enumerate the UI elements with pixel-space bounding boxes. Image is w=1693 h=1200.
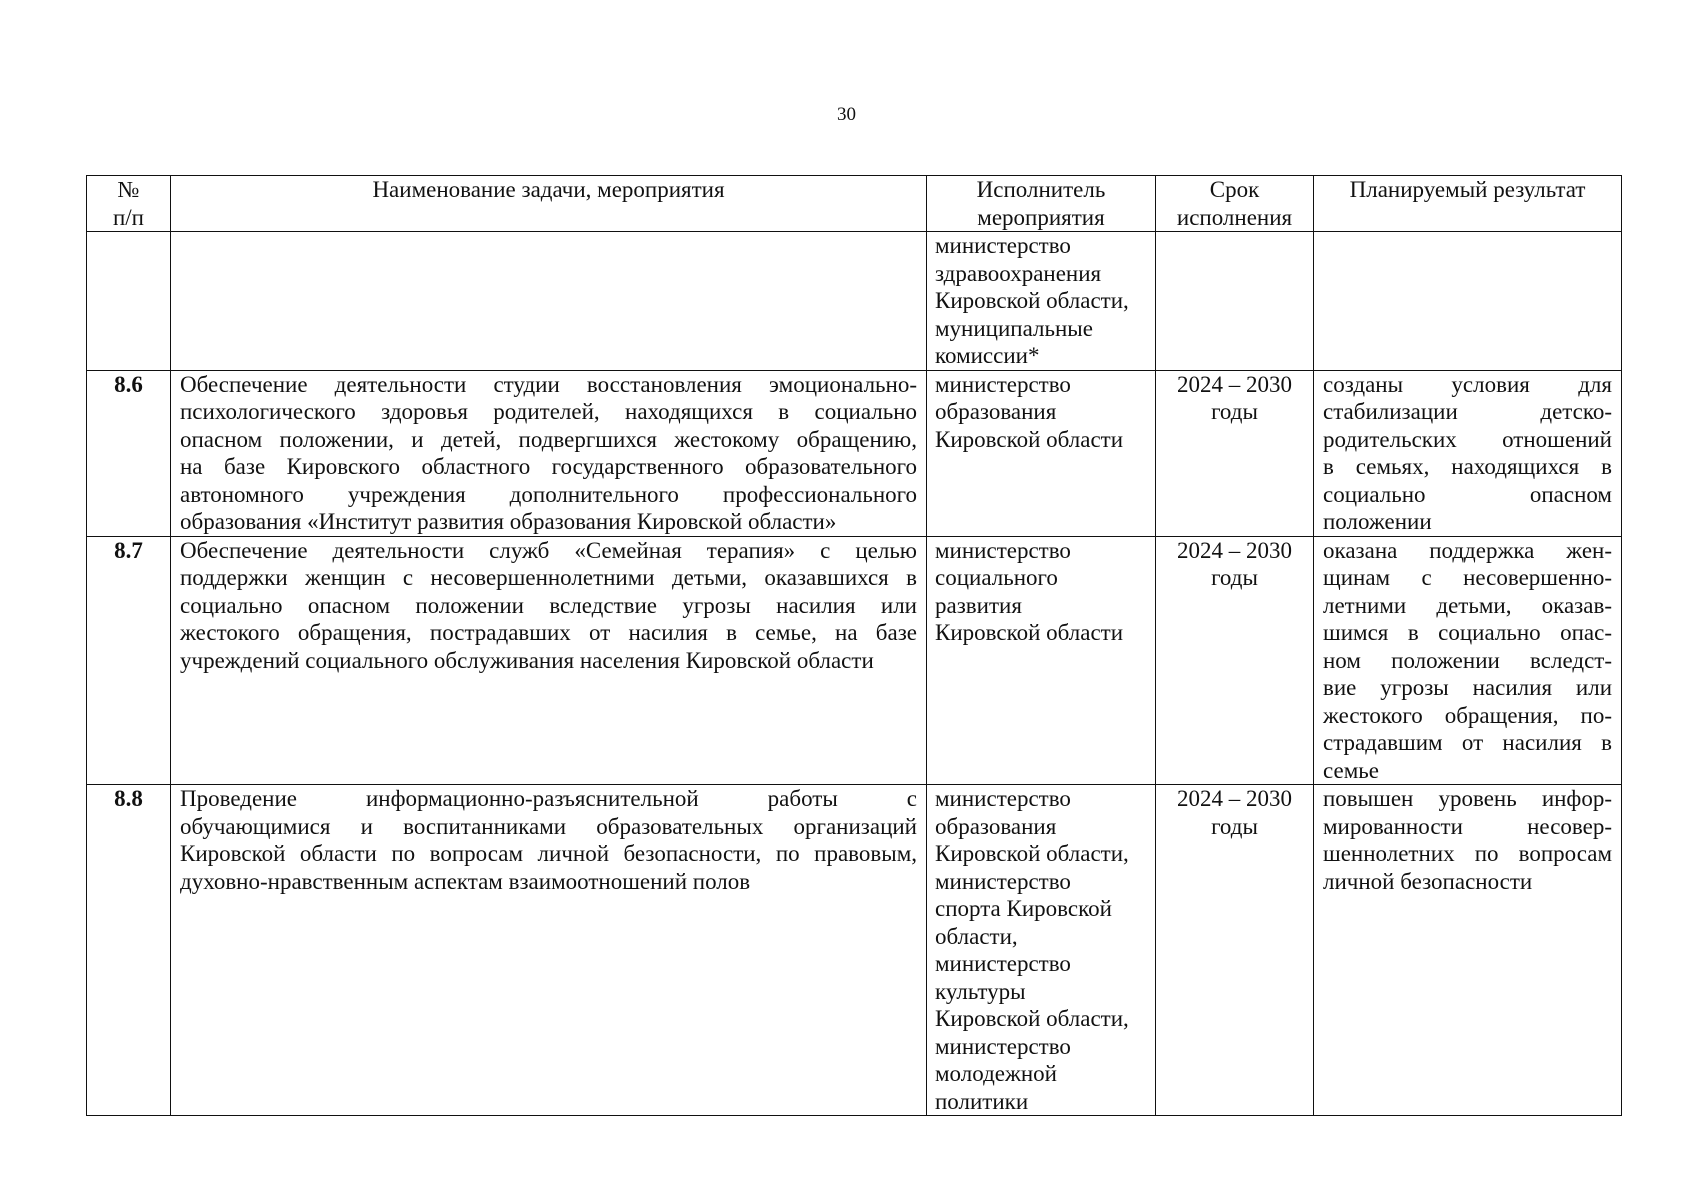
cell-task-name [171,785,927,1116]
result-line: созданы условия для [1323,371,1612,397]
executor-line: министерство [935,233,1071,258]
result-line: летними детьми, оказав- [1323,592,1612,618]
header-executor-line: мероприятия [977,204,1105,230]
cell-executor [927,536,1156,785]
cell-task-name [171,536,927,785]
table-row [87,785,1622,1116]
header-term-line: Срок [1209,177,1260,202]
cell-number [87,785,171,1116]
header-result-text: Планируемый результат [1349,177,1586,202]
result-line: щинам с несовершенно- [1323,565,1612,590]
executor-line: образования [935,813,1057,839]
header-name [171,176,927,232]
result-line: стабилизации детско- [1323,399,1612,424]
header-term [1156,176,1314,232]
result-line: личной безопасности [1323,868,1533,894]
task-name-line: Кировской области по вопросам личной безопасности, по правовым, [180,841,917,866]
header-executor [927,176,1156,232]
term-line: 2024 – 2030 [1177,537,1292,563]
cell-result [1314,785,1622,1116]
task-name-line: жестокого обращения, пострадавших от насилия в семье, на базе [180,620,917,645]
table-header-row [87,176,1622,232]
task-name-line: поддержки женщин с несовершеннолетними детьми, оказавшихся в [180,565,917,590]
result-line: семье [1323,757,1379,783]
executor-line: министерство [935,537,1071,563]
cell-executor [927,785,1156,1116]
task-name-line: социально опасном положении вследствие угрозы насилия или [180,592,917,618]
executor-line: развития [935,592,1022,618]
executor-line: области, [935,923,1018,949]
cell-result [1314,232,1622,371]
result-line: шимся в социально опас- [1323,620,1612,645]
task-name-line: на базе Кировского областного государственного образовательного [180,454,917,479]
executor-line: Кировской области [935,620,1124,645]
header-num-line: п/п [112,204,144,230]
result-line: страдавшим от насилия в [1323,730,1612,755]
task-name-line: Обеспечение деятельности служб «Семейная терапия» с целью [180,537,917,563]
cell-executor [927,370,1156,536]
header-name-text: Наименование задачи, мероприятия [372,177,725,202]
cell-result [1314,370,1622,536]
executor-line: муниципальные [935,315,1093,341]
header-num [87,176,171,232]
task-name-line: Обеспечение деятельности студии восстановления эмоционально- [180,371,917,397]
result-line: жестокого обращения, по- [1323,702,1612,728]
header-num-line: № [117,177,140,202]
term-line: годы [1211,565,1258,590]
cell-term [1156,536,1314,785]
executor-line: социального [935,565,1058,590]
task-name-line: автономного учреждения дополнительного профессионального [180,481,917,507]
executor-line: культуры [935,978,1026,1004]
executor-line: министерство [935,1033,1071,1059]
term-line: 2024 – 2030 [1177,786,1292,811]
executor-line: министерство [935,868,1071,894]
cell-term [1156,370,1314,536]
cell-task-name [171,232,927,371]
header-result [1314,176,1622,232]
table-row [87,232,1622,371]
cell-task-name [171,370,927,536]
executor-line: министерство [935,951,1071,976]
cell-number [87,370,171,536]
task-name-line: учреждений социального обслуживания населения Кировской области [180,647,874,673]
executor-line: Кировской области [935,426,1124,452]
task-name-line: Проведение информационно-разъяснительной работы с [180,786,917,811]
header-executor-line: Исполнитель [976,177,1106,202]
task-name-line: обучающимися и воспитанниками образовательных организаций [180,813,917,839]
task-name-line: опасном положении, и детей, подвергшихся жестокому обращению, [180,426,917,452]
executor-line: Кировской области, [935,1006,1129,1031]
executor-line: министерство [935,786,1071,811]
result-line: в семьях, находящихся в [1323,454,1612,479]
row-number: 8.6 [114,371,143,397]
table-row [87,370,1622,536]
executor-line: здравоохранения [935,260,1102,286]
row-number: 8.7 [114,537,143,563]
result-line: вие угрозы насилия или [1323,675,1612,700]
cell-result [1314,536,1622,785]
result-line: повышен уровень инфор- [1323,786,1612,811]
cell-number [87,232,171,371]
executor-line: политики [935,1088,1029,1114]
term-line: годы [1211,813,1258,839]
executor-line: Кировской области, [935,288,1129,313]
term-line: годы [1211,399,1258,424]
executor-line: комиссии* [935,343,1040,368]
row-number: 8.8 [114,786,143,811]
task-name-line: духовно-нравственным аспектам взаимоотношений полов [180,868,751,894]
executor-line: образования [935,399,1057,424]
result-line: социально опасном [1323,481,1612,507]
result-line: родительских отношений [1323,426,1612,452]
executor-line: Кировской области, [935,841,1129,866]
page-number: 30 [837,104,856,125]
executor-line: спорта Кировской [935,896,1112,921]
result-line: ном положении вследст- [1323,647,1612,673]
result-line: оказана поддержка жен- [1323,537,1612,563]
cell-number [87,536,171,785]
executor-line: министерство [935,371,1071,397]
table-row [87,536,1622,785]
task-name-line: психологического здоровья родителей, находящихся в социально [180,399,917,424]
cell-term [1156,232,1314,371]
result-line: шеннолетних по вопросам [1323,841,1612,866]
result-line: положении [1323,509,1432,534]
cell-term [1156,785,1314,1116]
result-line: мированности несовер- [1323,813,1612,839]
table-body [87,232,1622,1116]
measures-table [86,175,1622,1116]
header-term-line: исполнения [1176,204,1293,230]
cell-executor [927,232,1156,371]
task-name-line: образования «Институт развития образования Кировской области» [180,509,837,534]
term-line: 2024 – 2030 [1177,371,1292,397]
executor-line: молодежной [935,1061,1057,1086]
